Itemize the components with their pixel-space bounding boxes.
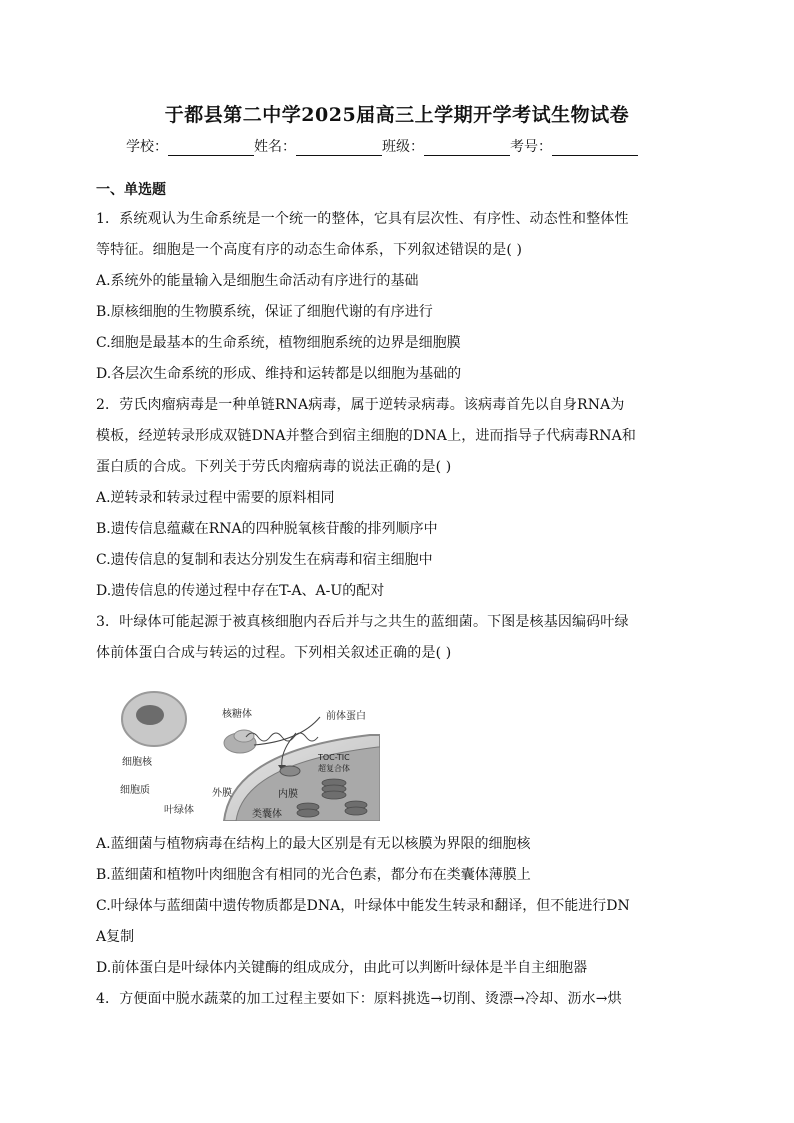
label-chloroplast: 叶绿体 [164, 805, 194, 816]
class-label: 班级： [382, 139, 424, 155]
option-a: A.逆转录和转录过程中需要的原料相同 [96, 490, 335, 506]
question-stem-line: 3．叶绿体可能起源于被真核细胞内吞后并与之共生的蓝细菌。下图是核基因编码叶绿 [96, 614, 629, 630]
toc-tic-complex [280, 766, 300, 776]
figure-illustration [120, 681, 380, 821]
label-cytoplasm: 细胞质 [120, 785, 150, 796]
label-nucleus: 细胞核 [122, 757, 152, 768]
option-d: D.遗传信息的传递过程中存在T-A、A-U的配对 [96, 583, 385, 599]
question-2 [96, 390, 700, 607]
option-c: C.细胞是最基本的生命系统，植物细胞系统的边界是细胞膜 [96, 335, 461, 351]
question-stem-line: 模板，经逆转录形成双链DNA并整合到宿主细胞的DNA上，进而指导子代病毒RNA和 [96, 428, 637, 444]
question-4 [96, 984, 700, 1015]
label-thylakoid: 类囊体 [252, 809, 282, 820]
name-blank[interactable] [296, 141, 382, 156]
option-c-continued: A复制 [96, 929, 135, 945]
question-3 [96, 607, 700, 984]
page-title: 于都县第二中学2025届高三上学期开学考试生物试卷 [164, 104, 630, 126]
ribosome-subunit [234, 730, 254, 742]
option-c: C.遗传信息的复制和表达分别发生在病毒和宿主细胞中 [96, 552, 433, 568]
question-stem-line: 4．方便面中脱水蔬菜的加工过程主要如下：原料挑选→切削、烫漂→冷却、沥水→烘 [96, 991, 622, 1007]
option-d: D.前体蛋白是叶绿体内关键酶的组成成分，由此可以判断叶绿体是半自主细胞器 [96, 960, 588, 976]
question-stem-line: 等特征。细胞是一个高度有序的动态生命体系，下列叙述错误的是( ) [96, 242, 523, 258]
student-info-row [126, 136, 638, 156]
option-a: A.系统外的能量输入是细胞生命活动有序进行的基础 [96, 273, 419, 289]
question-stem-line: 2．劳氏肉瘤病毒是一种单链RNA病毒，属于逆转录病毒。该病毒首先以自身RNA为 [96, 397, 625, 413]
exam-content [96, 180, 700, 1015]
option-b: B.蓝细菌和植物叶肉细胞含有相同的光合色素，都分布在类囊体薄膜上 [96, 867, 531, 883]
option-b: B.原核细胞的生物膜系统，保证了细胞代谢的有序进行 [96, 304, 433, 320]
option-c: C.叶绿体与蓝细菌中遗传物质都是DNA，叶绿体中能发生转录和翻译，但不能进行DN [96, 898, 630, 914]
question-stem-line: 1．系统观认为生命系统是一个统一的整体，它具有层次性、有序性、动态性和整体性 [96, 211, 629, 227]
option-a: A.蓝细菌与植物病毒在结构上的最大区别是有无以核膜为界限的细胞核 [96, 836, 531, 852]
nucleolus-shape [136, 705, 164, 725]
question-stem-line: 体前体蛋白合成与转运的过程。下列相关叙述正确的是( ) [96, 645, 452, 661]
option-d: D.各层次生命系统的形成、维持和运转都是以细胞为基础的 [96, 366, 462, 382]
label-outer-membrane: 外膜 [212, 788, 232, 799]
question-1 [96, 204, 700, 390]
label-toc-tic: TOC-TIC [318, 753, 350, 762]
school-blank[interactable] [168, 141, 254, 156]
label-precursor-protein: 前体蛋白 [326, 711, 366, 722]
label-supercomplex: 超复合体 [318, 764, 350, 773]
section-heading: 一、单选题 [96, 182, 166, 198]
class-blank[interactable] [424, 141, 510, 156]
number-label: 考号： [510, 139, 552, 155]
chloroplast-protein-transport-figure [120, 681, 380, 821]
number-blank[interactable] [552, 141, 638, 156]
school-label: 学校： [126, 139, 168, 155]
name-label: 姓名： [254, 139, 296, 155]
label-inner-membrane: 内膜 [278, 789, 298, 800]
question-stem-line: 蛋白质的合成。下列关于劳氏肉瘤病毒的说法正确的是( ) [96, 459, 452, 475]
label-ribosome: 核糖体 [222, 709, 252, 720]
option-b: B.遗传信息蕴藏在RNA的四种脱氧核苷酸的排列顺序中 [96, 521, 438, 537]
